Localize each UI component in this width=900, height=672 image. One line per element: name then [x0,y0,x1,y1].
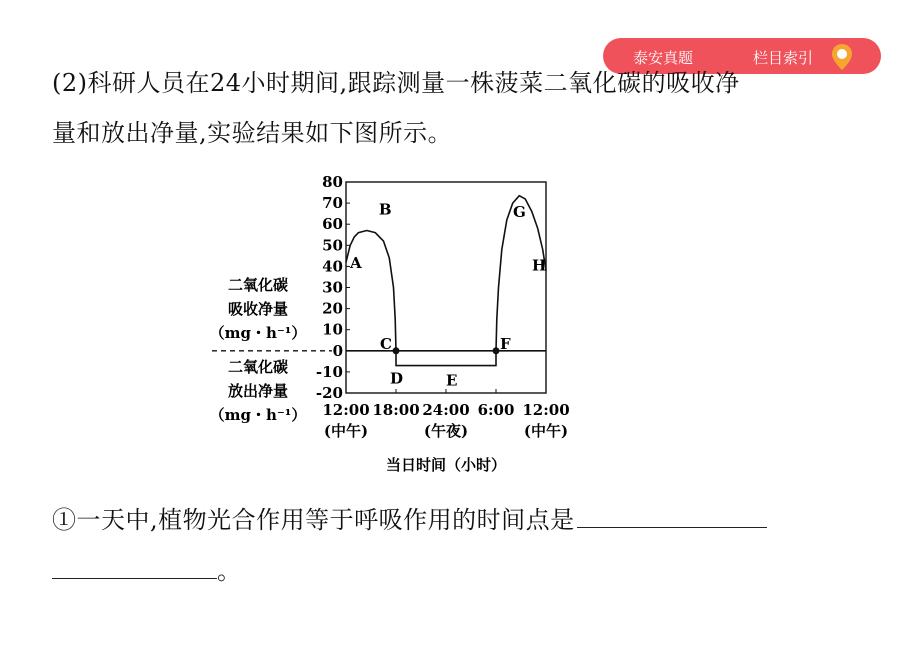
nav-link-taian-exams[interactable]: 泰安真题 [633,49,694,67]
location-pin-icon[interactable] [831,43,853,71]
sub-question-1-continuation [52,556,241,586]
y-label-release-line: （mg・h⁻¹） [209,406,307,424]
point-label-B: B [378,200,392,219]
x-tick-label: 18:00 [372,401,420,419]
y-tick-label: 30 [322,278,343,297]
co2-exchange-chart [200,170,600,480]
y-tick-label: 10 [322,320,343,339]
y-label-release-line: 放出净量 [227,382,289,400]
series-line-night [396,351,496,366]
question-intro-line-2: 量和放出净量,实验结果如下图所示。 [52,119,453,147]
y-tick-label: 0 [332,341,343,360]
sub-question-1-period: 。 [217,557,241,585]
point-label-D: D [390,369,404,388]
point-label-C: C [380,334,392,353]
x-tick-note: (中午) [523,422,569,440]
y-tick-label: 40 [322,257,343,276]
y-tick-label: -10 [315,362,343,381]
x-axis-title: 当日时间（小时） [385,456,507,474]
answer-blank-1[interactable] [577,505,767,528]
x-tick-note: (中午) [323,422,369,440]
x-tick-note: (午夜) [423,422,469,440]
point-label-A: A [350,254,362,273]
x-tick-label: 24:00 [422,401,470,419]
question-intro-line-1: (2)科研人员在24小时期间,跟踪测量一株菠菜二氧化碳的吸收净 [52,69,740,97]
answer-blank-1-continued[interactable] [52,556,217,579]
y-tick-label: -20 [315,384,343,402]
y-tick-label: 80 [322,173,343,191]
x-tick-label: 6:00 [477,401,515,419]
x-tick-label: 12:00 [522,401,570,419]
y-label-absorb-line: 二氧化碳 [227,276,289,294]
y-tick-label: 70 [322,194,343,213]
nav-link-column-index[interactable]: 栏目索引 [753,49,814,67]
point-label-F: F [500,334,511,353]
series-line-day1 [346,231,396,351]
sub-question-1 [52,505,767,535]
point-marker-C [393,347,400,354]
sub-question-1-text: ①一天中,植物光合作用等于呼吸作用的时间点是 [52,506,575,534]
point-label-E: E [446,371,458,390]
x-tick-label: 12:00 [322,401,370,419]
y-label-absorb-line: 吸收净量 [227,300,289,318]
point-label-G: G [513,202,526,221]
y-label-absorb-line: （mg・h⁻¹） [209,324,307,342]
point-label-H: H [532,256,547,275]
y-label-release-line: 二氧化碳 [227,358,289,376]
y-tick-label: 20 [322,299,343,318]
point-marker-F [493,347,500,354]
y-tick-label: 50 [322,236,343,255]
y-tick-label: 60 [322,215,343,234]
